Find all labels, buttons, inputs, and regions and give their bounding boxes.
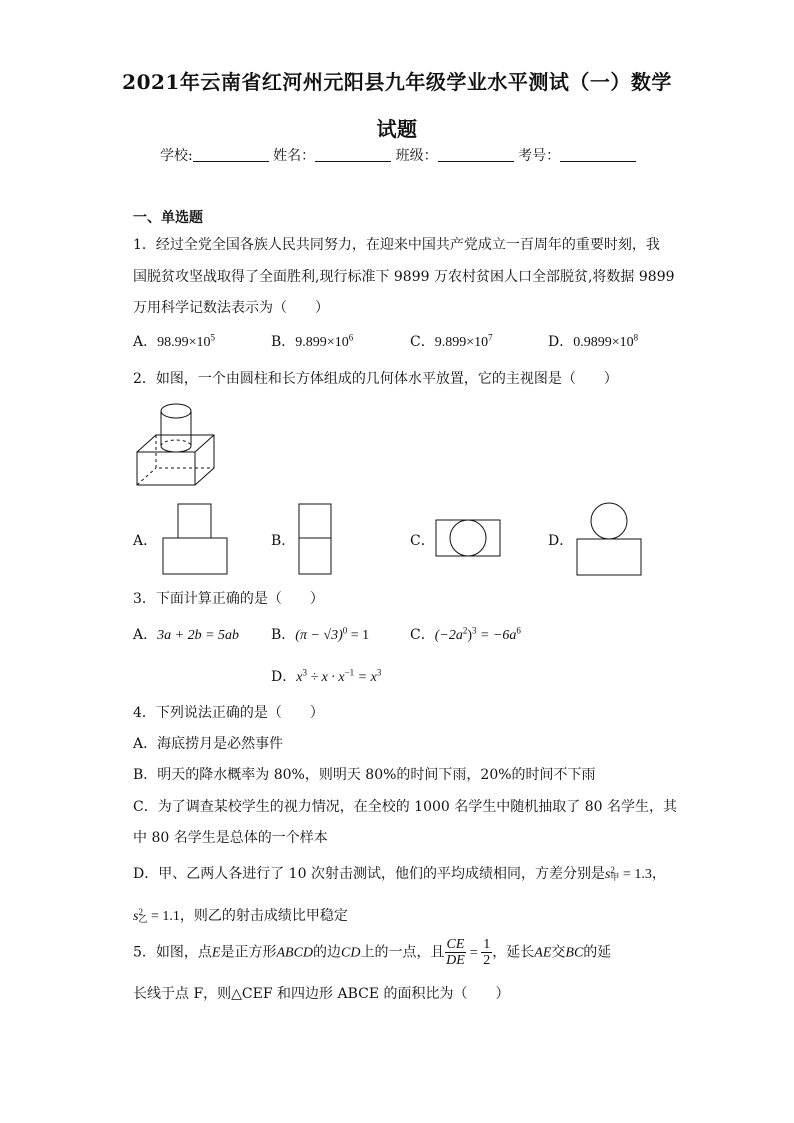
q1-option-d[interactable]: D．$0.9899\times 10^8$ (548, 332, 639, 350)
q5-line2: 长线于点 F，则△CEF 和四边形 ABCE 的面积比为（ ） (133, 986, 510, 1002)
q2-option-b-figure[interactable] (298, 503, 334, 576)
q5-half-fraction: $\frac{1}{2}$ (483, 937, 491, 968)
student-info-row (160, 145, 636, 165)
q1-line2: 国脱贫攻坚战取得了全面胜利,现行标准下 9899 万农村贫困人口全部脱贫,将数据 9899 (133, 269, 675, 285)
q2-option-c-figure[interactable] (435, 519, 503, 559)
class-field[interactable] (438, 147, 514, 162)
section-heading: 一、单选题 (133, 210, 203, 226)
class-label: 班级： (395, 148, 438, 164)
q4-option-c-line1[interactable]: C．为了调查某校学生的视力情况，在全校的 1000 名学生中随机抽取了 80 名学生，其 (133, 799, 677, 815)
id-field[interactable] (560, 147, 636, 162)
q4-option-b[interactable]: B．明天的降水概率为 80%，则明天 80%的时间下雨，20%的时间不下雨 (133, 767, 596, 783)
q4-option-c-line2: 中 80 名学生是总体的一个样本 (133, 830, 328, 846)
q2-option-b-label[interactable]: B． (271, 533, 296, 549)
q3-option-a[interactable]: A．3a + 2b = 5ab (133, 627, 240, 643)
q1-line1: 1．经过全党全国各族人民共同努力，在迎来中国共产党成立一百周年的重要时刻，我 (133, 237, 660, 253)
name-label: 姓名： (273, 148, 316, 164)
q5-ratio-fraction: $\frac{CE}{DE}$ (446, 937, 465, 968)
id-label: 考号： (518, 148, 561, 164)
q3-option-c[interactable]: C．$(-2a^2)^3 = -6a^6$ (410, 625, 521, 643)
q4-line1: 4．下列说法正确的是（ ） (133, 705, 324, 721)
name-field[interactable] (315, 147, 391, 162)
q1-option-c[interactable]: C．$9.899\times 10^7$ (410, 332, 493, 350)
q1-option-a[interactable]: A．$98.99\times 10^5$ (133, 332, 216, 350)
exam-title-line2: 试题 (376, 117, 418, 141)
q3-line1: 3．下面计算正确的是（ ） (133, 591, 324, 607)
q4-option-a[interactable]: A．海底捞月是必然事件 (133, 736, 284, 752)
q1-option-b[interactable]: B．$9.899\times 10^6$ (271, 332, 354, 350)
exam-title-line1: 2021年云南省红河州元阳县九年级学业水平测试（一）数学 (122, 70, 672, 94)
q2-line1: 2．如图，一个由圆柱和长方体组成的几何体水平放置，它的主视图是（ ） (133, 371, 618, 387)
q2-option-a-figure[interactable] (162, 503, 230, 576)
q5-line1: 5．如图，点E是正方形ABCD的边CD上的一点，且 $\frac{CE}{DE}$ = $\frac{1}{2}$ ，延长AE交BC的延 (133, 937, 612, 968)
q2-option-d-figure[interactable] (576, 502, 644, 578)
q2-option-d-label[interactable]: D． (548, 533, 574, 549)
q2-option-c-label[interactable]: C． (410, 533, 435, 549)
q4-option-d-line1[interactable]: D．甲、乙两人各进行了 10 次射击测试，他们的平均成绩相同，方差分别是s 2 甲 = 1.3， (133, 865, 666, 883)
q3-option-b[interactable]: B．$(\pi - √3)^0 = 1$ (271, 625, 370, 643)
school-label: 学校: (160, 148, 193, 164)
q3-option-d[interactable]: D．$x^3 \div x \cdot x^{-1} = x^3$ (271, 667, 382, 685)
q4-option-d-line2: s 2 乙 = 1.1，则乙的射击成绩比甲稳定 (133, 907, 348, 925)
q2-option-a-label[interactable]: A． (133, 533, 158, 549)
q2-solid-figure (136, 402, 216, 487)
school-field[interactable] (193, 147, 269, 162)
q1-line3: 万用科学记数法表示为（ ） (133, 300, 329, 316)
